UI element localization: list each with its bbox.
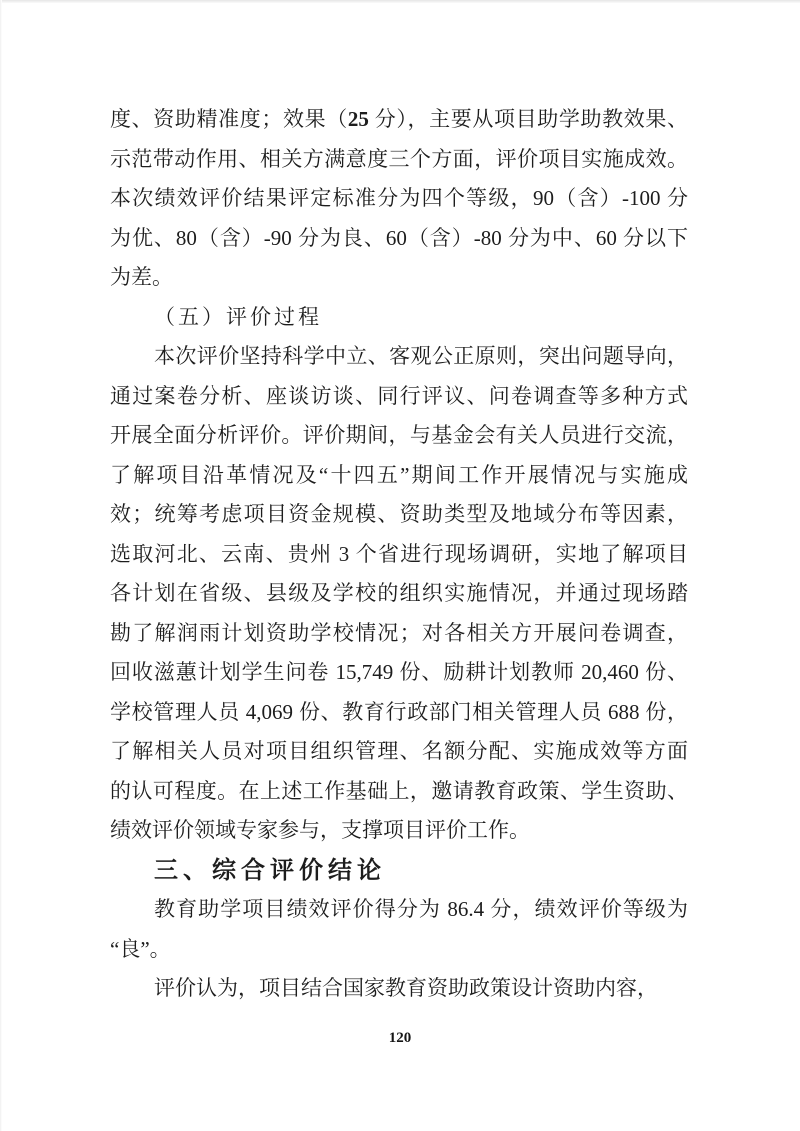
page-top-edge [0,0,800,3]
text-line-12: 选取河北、云南、贵州 3 个省进行现场调研，实地了解项目 [110,541,688,566]
text-line-03: 本次绩效评价结果评定标准分为四个等级，90（含）-100 分 [110,186,688,210]
text-line-11: 效；统筹考虑项目资金规模、资助类型及地域分布等因素， [110,502,688,526]
text-line-19: 绩效评价领域专家参与，支撑项目评价工作。 [110,818,530,842]
heading-comprehensive-conclusion: 三、综合评价结论 [154,856,386,884]
bold-score-25: 25 [347,107,369,131]
page-number: 120 [388,1030,412,1046]
text-line-04: 为优、80（含）-90 分为良、60（含）-80 分为中、60 分以下 [110,225,688,250]
text-line-22: “良”。 [110,936,171,961]
heading-evaluation-process: （五）评价过程 [154,304,322,329]
text-line-23: 评价认为，项目结合国家教育资助政策设计资助内容， [154,976,658,1000]
text-line-01 [110,100,688,140]
text-line-17: 了解相关人员对项目组织管理、名额分配、实施成效等方面 [110,739,688,763]
text-line-21: 教育助学项目绩效评价得分为 86.4 分，绩效评价等级为 [154,897,688,921]
text-line-08: 通过案卷分析、座谈访谈、同行评议、问卷调查等多种方式 [110,383,688,408]
text-segment: 分），主要从项目助学助教效果、 [368,107,688,131]
text-line-09: 开展全面分析评价。评价期间，与基金会有关人员进行交流， [110,423,688,447]
text-line-02: 示范带动作用、相关方满意度三个方面，评价项目实施成效。 [110,146,688,171]
text-line-18: 的认可程度。在上述工作基础上，邀请教育政策、学生资助、 [110,778,688,803]
text-line-14: 勘了解润雨计划资助学校情况；对各相关方开展问卷调查， [110,620,688,645]
page-left-edge [0,0,2,1131]
text-line-13: 各计划在省级、县级及学校的组织实施情况，并通过现场踏 [110,581,688,605]
text-line-15: 回收滋蕙计划学生问卷 15,749 份、励耕计划教师 20,460 份、 [110,660,688,684]
text-block [110,100,688,1009]
text-line-05: 为差。 [110,265,173,289]
text-line-16: 学校管理人员 4,069 份、教育行政部门相关管理人员 688 份， [110,699,688,724]
text-line-10: 了解项目沿革情况及“十四五”期间工作开展情况与实施成 [110,462,688,487]
text-line-07: 本次评价坚持科学中立、客观公正原则，突出问题导向， [154,344,688,368]
text-segment: 度、资助精准度；效果（ [110,107,348,131]
